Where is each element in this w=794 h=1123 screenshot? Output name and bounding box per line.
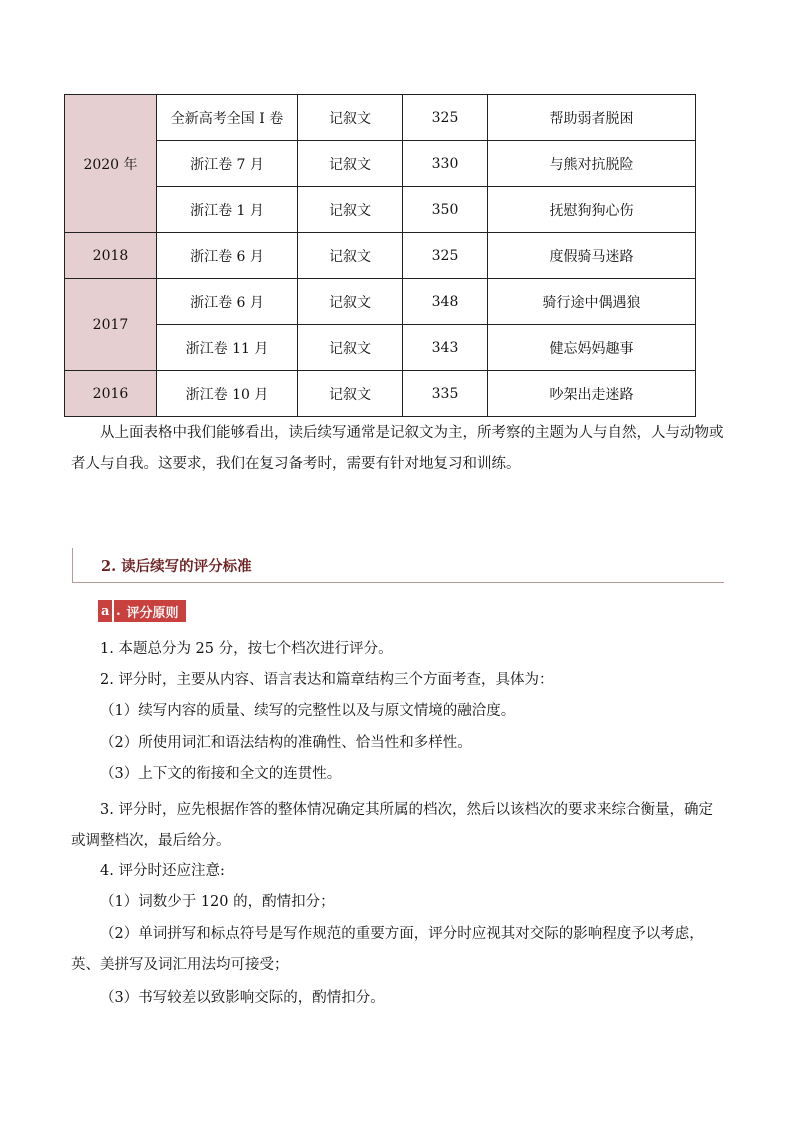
genre-cell: 记叙文 [298, 141, 403, 187]
table-row [65, 325, 696, 371]
words-cell: 348 [403, 279, 488, 325]
paper-cell: 全新高考全国 I 卷 [157, 95, 298, 141]
words-cell: 330 [403, 141, 488, 187]
rule-subitem: （1）词数少于 120 的，酌情扣分； [100, 894, 335, 910]
tag-label: 评分原则 [122, 600, 186, 622]
paper-cell: 浙江卷 1 月 [157, 187, 298, 233]
year-cell: 2020 年 [65, 95, 157, 233]
tag-letter: a [98, 600, 112, 622]
section-header [72, 548, 724, 583]
rule-subitem: （2）单词拼写和标点符号是写作规范的重要方面，评分时应视其对交际的影响程度予以考虑，英、美拼写及词汇用法均可接受； [71, 926, 704, 973]
topic-cell: 骑行途中偶遇狼 [488, 279, 696, 325]
paper-cell: 浙江卷 11 月 [157, 325, 298, 371]
words-cell: 335 [403, 371, 488, 417]
rule-item: 2. 评分时，主要从内容、语言表达和篇章结构三个方面考查，具体为： [100, 672, 554, 688]
words-cell: 325 [403, 95, 488, 141]
tag-separator: . [114, 600, 122, 622]
table-row [65, 141, 696, 187]
words-cell: 325 [403, 233, 488, 279]
table-row [65, 233, 696, 279]
words-cell: 350 [403, 187, 488, 233]
section-title: 2. 读后续写的评分标准 [101, 558, 252, 575]
genre-cell: 记叙文 [298, 325, 403, 371]
paper-cell: 浙江卷 7 月 [157, 141, 298, 187]
year-cell: 2017 [65, 279, 157, 371]
rule-subitem: （3）书写较差以致影响交际的，酌情扣分。 [100, 990, 385, 1006]
year-cell: 2018 [65, 233, 157, 279]
genre-cell: 记叙文 [298, 187, 403, 233]
paper-cell: 浙江卷 6 月 [157, 279, 298, 325]
genre-cell: 记叙文 [298, 233, 403, 279]
topic-cell: 与熊对抗脱险 [488, 141, 696, 187]
table-row [65, 371, 696, 417]
paper-cell: 浙江卷 6 月 [157, 233, 298, 279]
rule-item: 1. 本题总分为 25 分，按七个档次进行评分。 [100, 641, 393, 657]
words-cell: 343 [403, 325, 488, 371]
rule-subitem: （3）上下文的衔接和全文的连贯性。 [100, 766, 342, 782]
rule-subitem: （1）续写内容的质量、续写的完整性以及与原文情境的融洽度。 [100, 703, 516, 719]
topic-cell: 度假骑马迷路 [488, 233, 696, 279]
topic-cell: 吵架出走迷路 [488, 371, 696, 417]
table-row [65, 279, 696, 325]
table-row [65, 95, 696, 141]
subsection-tag [98, 600, 186, 622]
summary-paragraph: 从上面表格中我们能够看出，读后续写通常是记叙文为主，所考察的主题为人与自然，人与动物或者人与自我。这要求，我们在复习备考时，需要有针对地复习和训练。 [71, 425, 724, 472]
topic-cell: 健忘妈妈趣事 [488, 325, 696, 371]
table-row [65, 187, 696, 233]
exam-table [64, 94, 696, 417]
genre-cell: 记叙文 [298, 279, 403, 325]
rule-item: 3. 评分时，应先根据作答的整体情况确定其所属的档次，然后以该档次的要求来综合衡量，确定或调整档次，最后给分。 [71, 802, 713, 849]
year-cell: 2016 [65, 371, 157, 417]
rule-subitem: （2）所使用词汇和语法结构的准确性、恰当性和多样性。 [100, 735, 472, 751]
paper-cell: 浙江卷 10 月 [157, 371, 298, 417]
topic-cell: 抚慰狗狗心伤 [488, 187, 696, 233]
genre-cell: 记叙文 [298, 95, 403, 141]
topic-cell: 帮助弱者脱困 [488, 95, 696, 141]
genre-cell: 记叙文 [298, 371, 403, 417]
rule-item: 4. 评分时还应注意: [100, 863, 225, 879]
